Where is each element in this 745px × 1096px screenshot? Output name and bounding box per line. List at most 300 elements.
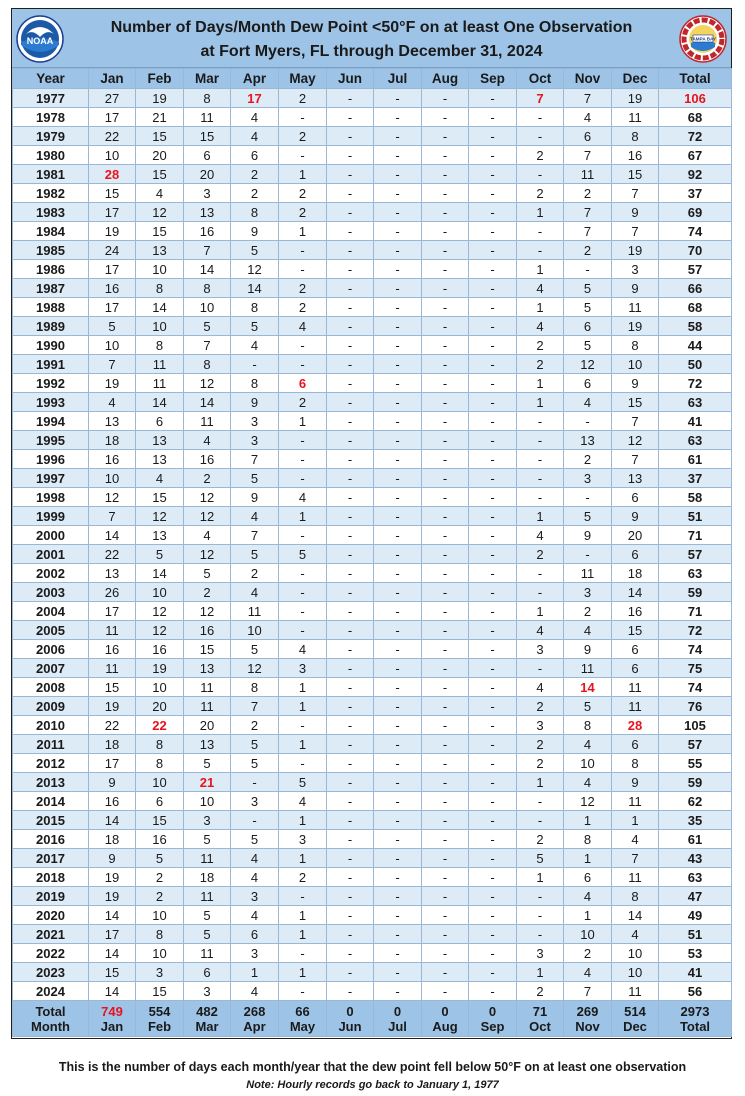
month-count-cell: 7 <box>612 222 659 241</box>
month-count-cell: - <box>279 526 327 545</box>
month-count-cell: 11 <box>612 298 659 317</box>
month-count-cell: - <box>327 697 374 716</box>
table-row <box>13 526 732 545</box>
month-count-cell: - <box>279 260 327 279</box>
month-count-cell: - <box>374 982 422 1001</box>
month-count-cell: - <box>279 982 327 1001</box>
month-count-cell: - <box>374 640 422 659</box>
month-count-cell: 3 <box>517 944 564 963</box>
table-row <box>13 716 732 735</box>
month-count-cell: 16 <box>136 830 184 849</box>
month-count-cell: 5 <box>279 773 327 792</box>
month-count-cell: 3 <box>136 963 184 982</box>
month-count-cell: 14 <box>184 260 231 279</box>
year-total-cell: 49 <box>659 906 732 925</box>
month-count-cell: 7 <box>231 526 279 545</box>
month-count-cell: 11 <box>89 621 136 640</box>
month-count-cell: 19 <box>612 241 659 260</box>
column-header-year: Year <box>13 69 89 89</box>
month-count-cell: - <box>374 792 422 811</box>
year-cell: 2020 <box>13 906 89 925</box>
month-count-cell: - <box>469 526 517 545</box>
table-row <box>13 260 732 279</box>
month-count-cell: - <box>374 526 422 545</box>
year-cell: 1981 <box>13 165 89 184</box>
month-count-cell: - <box>469 659 517 678</box>
year-total-cell: 57 <box>659 735 732 754</box>
month-total-cell <box>659 1001 732 1037</box>
month-count-cell: - <box>374 165 422 184</box>
table-row <box>13 564 732 583</box>
month-count-cell: 6 <box>612 545 659 564</box>
month-count-cell: 4 <box>279 792 327 811</box>
month-count-cell: - <box>327 146 374 165</box>
month-count-cell: 4 <box>89 393 136 412</box>
table-row <box>13 849 732 868</box>
month-count-cell: 4 <box>517 279 564 298</box>
month-count-cell: 20 <box>184 165 231 184</box>
month-count-cell: 12 <box>136 507 184 526</box>
month-count-cell: 7 <box>564 146 612 165</box>
month-count-cell: 19 <box>136 89 184 108</box>
month-count-cell: 5 <box>184 564 231 583</box>
month-count-cell: - <box>422 336 469 355</box>
month-count-cell: - <box>517 564 564 583</box>
month-count-cell: 14 <box>612 906 659 925</box>
month-count-cell: - <box>327 355 374 374</box>
year-total-cell: 55 <box>659 754 732 773</box>
month-count-cell: 13 <box>136 526 184 545</box>
month-count-cell: - <box>469 355 517 374</box>
month-total-label: Dec <box>623 1018 647 1034</box>
month-count-cell: 16 <box>89 640 136 659</box>
year-total-cell: 75 <box>659 659 732 678</box>
month-count-cell: - <box>279 450 327 469</box>
month-total-cell <box>279 1001 327 1037</box>
year-total-cell: 57 <box>659 545 732 564</box>
totals-row <box>13 1001 732 1037</box>
month-count-cell: 3 <box>184 811 231 830</box>
month-count-cell: 21 <box>184 773 231 792</box>
month-count-cell: 14 <box>564 678 612 697</box>
month-count-cell: - <box>327 526 374 545</box>
month-count-cell: 8 <box>136 925 184 944</box>
month-count-cell: 8 <box>612 887 659 906</box>
title-banner <box>12 9 731 68</box>
month-count-cell: 12 <box>184 545 231 564</box>
month-count-cell: - <box>469 982 517 1001</box>
month-count-cell: 4 <box>564 773 612 792</box>
month-total-cell <box>422 1001 469 1037</box>
month-count-cell: 11 <box>612 678 659 697</box>
month-count-cell: 9 <box>612 507 659 526</box>
month-count-cell: 7 <box>184 336 231 355</box>
month-count-cell: - <box>469 279 517 298</box>
month-count-cell: - <box>231 355 279 374</box>
month-count-cell: - <box>327 811 374 830</box>
month-total-cell <box>89 1001 136 1037</box>
year-cell: 2004 <box>13 602 89 621</box>
month-count-cell: - <box>374 830 422 849</box>
year-cell: 1995 <box>13 431 89 450</box>
month-count-cell: 3 <box>231 944 279 963</box>
month-count-cell: 10 <box>231 621 279 640</box>
month-count-cell: 8 <box>612 127 659 146</box>
month-count-cell: - <box>422 108 469 127</box>
month-count-cell: 7 <box>564 203 612 222</box>
month-count-cell: 5 <box>564 336 612 355</box>
month-count-cell: 12 <box>136 203 184 222</box>
month-count-cell: 1 <box>517 507 564 526</box>
month-count-cell: - <box>374 697 422 716</box>
month-count-cell: 1 <box>517 868 564 887</box>
totals-label-line: Total <box>35 1003 66 1019</box>
month-count-cell: 16 <box>184 450 231 469</box>
month-count-cell: - <box>374 203 422 222</box>
year-cell: 2024 <box>13 982 89 1001</box>
table-row <box>13 754 732 773</box>
month-total-cell <box>469 1001 517 1037</box>
month-count-cell: 1 <box>279 165 327 184</box>
month-count-cell: - <box>374 963 422 982</box>
year-cell: 2012 <box>13 754 89 773</box>
year-cell: 1982 <box>13 184 89 203</box>
month-count-cell: - <box>422 355 469 374</box>
month-count-cell: 7 <box>612 849 659 868</box>
column-header-oct: Oct <box>517 69 564 89</box>
month-count-cell: 8 <box>564 830 612 849</box>
month-count-cell: - <box>422 982 469 1001</box>
month-count-cell: 10 <box>612 963 659 982</box>
month-count-cell: - <box>422 963 469 982</box>
month-count-cell: - <box>327 507 374 526</box>
month-count-cell: 16 <box>612 602 659 621</box>
month-count-cell: - <box>422 735 469 754</box>
year-cell: 1999 <box>13 507 89 526</box>
year-cell: 1992 <box>13 374 89 393</box>
month-count-cell: 2 <box>279 393 327 412</box>
month-count-cell: 12 <box>564 355 612 374</box>
month-count-cell: - <box>469 146 517 165</box>
month-count-cell: - <box>422 849 469 868</box>
month-count-cell: - <box>422 412 469 431</box>
year-cell: 1993 <box>13 393 89 412</box>
month-count-cell: - <box>469 222 517 241</box>
month-count-cell: 17 <box>89 203 136 222</box>
month-count-cell: 14 <box>89 906 136 925</box>
month-count-cell: 4 <box>564 887 612 906</box>
month-count-cell: - <box>374 602 422 621</box>
month-count-cell: 15 <box>136 165 184 184</box>
month-count-cell: 15 <box>184 640 231 659</box>
month-count-cell: 2 <box>517 146 564 165</box>
month-count-cell: 5 <box>564 279 612 298</box>
month-count-cell: 1 <box>517 203 564 222</box>
month-count-cell: 8 <box>231 678 279 697</box>
month-count-cell: - <box>469 260 517 279</box>
month-count-cell: 8 <box>136 336 184 355</box>
table-row <box>13 944 732 963</box>
month-total-label: Apr <box>243 1018 266 1034</box>
year-total-cell: 69 <box>659 203 732 222</box>
year-cell: 1984 <box>13 222 89 241</box>
month-count-cell: - <box>469 602 517 621</box>
month-count-cell: 15 <box>136 127 184 146</box>
month-count-cell: 13 <box>184 203 231 222</box>
year-cell: 1979 <box>13 127 89 146</box>
month-count-cell: - <box>422 222 469 241</box>
month-count-cell: - <box>422 716 469 735</box>
month-count-cell: - <box>327 127 374 146</box>
year-total-cell: 63 <box>659 868 732 887</box>
month-count-cell: 11 <box>564 564 612 583</box>
month-count-cell: 1 <box>517 393 564 412</box>
month-count-cell: 4 <box>231 906 279 925</box>
month-count-cell: - <box>374 146 422 165</box>
year-cell: 1990 <box>13 336 89 355</box>
month-count-cell: 4 <box>231 108 279 127</box>
month-count-cell: - <box>469 906 517 925</box>
month-count-cell: - <box>517 583 564 602</box>
month-total-cell <box>231 1001 279 1037</box>
month-count-cell: - <box>374 906 422 925</box>
month-count-cell: 6 <box>184 963 231 982</box>
month-count-cell: 12 <box>564 792 612 811</box>
month-count-cell: 16 <box>184 222 231 241</box>
year-total-cell: 37 <box>659 469 732 488</box>
month-count-cell: - <box>469 868 517 887</box>
month-count-cell: - <box>327 222 374 241</box>
totals-label-line: Month <box>31 1018 70 1034</box>
month-count-cell: - <box>469 849 517 868</box>
month-count-cell: 1 <box>279 697 327 716</box>
year-total-cell: 71 <box>659 526 732 545</box>
month-count-cell: 8 <box>184 279 231 298</box>
month-count-cell: 9 <box>612 773 659 792</box>
month-count-cell: 7 <box>564 982 612 1001</box>
table-row <box>13 640 732 659</box>
month-count-cell: - <box>327 583 374 602</box>
month-count-cell: - <box>517 450 564 469</box>
table-row <box>13 450 732 469</box>
month-count-cell: 4 <box>231 868 279 887</box>
month-count-cell: - <box>374 811 422 830</box>
month-count-cell: 4 <box>231 127 279 146</box>
month-count-cell: 5 <box>564 697 612 716</box>
month-total-label: Aug <box>432 1018 458 1034</box>
month-total-cell <box>517 1001 564 1037</box>
month-count-cell: 8 <box>136 754 184 773</box>
month-count-cell: 6 <box>612 640 659 659</box>
month-count-cell: - <box>422 811 469 830</box>
month-count-cell: 14 <box>231 279 279 298</box>
month-count-cell: 3 <box>231 792 279 811</box>
month-count-cell: 3 <box>612 260 659 279</box>
month-count-cell: 11 <box>612 868 659 887</box>
month-count-cell: 14 <box>89 982 136 1001</box>
footnote: This is the number of days each month/year that the dew point fell below 50°F on at least one observation <box>58 1060 687 1074</box>
nws-tampa-bay-logo-icon <box>679 15 727 63</box>
month-count-cell: 14 <box>184 393 231 412</box>
month-count-cell: - <box>517 488 564 507</box>
month-count-cell: - <box>469 203 517 222</box>
month-count-cell: 22 <box>89 716 136 735</box>
year-cell: 1983 <box>13 203 89 222</box>
month-count-cell: 15 <box>136 488 184 507</box>
month-count-cell: - <box>279 355 327 374</box>
month-count-cell: 13 <box>89 564 136 583</box>
year-total-cell: 92 <box>659 165 732 184</box>
year-cell: 1997 <box>13 469 89 488</box>
month-count-cell: 1 <box>231 963 279 982</box>
year-total-cell: 74 <box>659 640 732 659</box>
table-row <box>13 184 732 203</box>
month-count-cell: 10 <box>564 925 612 944</box>
month-count-cell: 10 <box>564 754 612 773</box>
month-count-cell: 4 <box>564 621 612 640</box>
month-count-cell: 13 <box>184 659 231 678</box>
month-count-cell: - <box>374 564 422 583</box>
month-count-cell: 10 <box>612 355 659 374</box>
month-count-cell: 5 <box>184 906 231 925</box>
year-total-cell: 61 <box>659 450 732 469</box>
month-count-cell: 6 <box>136 792 184 811</box>
year-cell: 2002 <box>13 564 89 583</box>
month-count-cell: - <box>327 298 374 317</box>
month-count-cell: - <box>469 830 517 849</box>
month-count-cell: 15 <box>136 811 184 830</box>
month-count-cell: - <box>374 545 422 564</box>
month-count-cell: - <box>374 355 422 374</box>
year-cell: 2008 <box>13 678 89 697</box>
month-count-cell: - <box>327 184 374 203</box>
month-count-cell: 11 <box>184 849 231 868</box>
month-count-cell: - <box>422 545 469 564</box>
month-count-cell: 2 <box>517 754 564 773</box>
year-cell: 1978 <box>13 108 89 127</box>
month-count-cell: 20 <box>184 716 231 735</box>
month-count-cell: 6 <box>612 488 659 507</box>
month-count-cell: 11 <box>612 697 659 716</box>
year-total-cell: 72 <box>659 127 732 146</box>
month-total-value: 0 <box>488 1003 497 1019</box>
year-total-cell: 58 <box>659 317 732 336</box>
month-count-cell: 1 <box>279 507 327 526</box>
month-count-cell: 9 <box>231 222 279 241</box>
month-total-label: May <box>289 1018 316 1034</box>
chart-title-line-1: Number of Days/Month Dew Point <50°F on at least One Observation <box>110 19 633 36</box>
month-count-cell: - <box>517 887 564 906</box>
month-count-cell: 6 <box>564 374 612 393</box>
month-count-cell: 11 <box>564 165 612 184</box>
month-count-cell: 4 <box>136 469 184 488</box>
month-count-cell: 22 <box>89 545 136 564</box>
year-cell: 1985 <box>13 241 89 260</box>
month-count-cell: - <box>564 412 612 431</box>
month-count-cell: 19 <box>89 868 136 887</box>
month-count-cell: 8 <box>564 716 612 735</box>
month-count-cell: - <box>374 260 422 279</box>
month-count-cell: 4 <box>231 583 279 602</box>
month-total-value: 2973 <box>680 1003 710 1019</box>
month-count-cell: 14 <box>89 526 136 545</box>
month-count-cell: - <box>422 298 469 317</box>
month-count-cell: 13 <box>136 241 184 260</box>
month-count-cell: - <box>374 488 422 507</box>
month-count-cell: - <box>279 887 327 906</box>
month-count-cell: 9 <box>612 374 659 393</box>
year-cell: 2015 <box>13 811 89 830</box>
month-count-cell: 10 <box>89 336 136 355</box>
year-cell: 2022 <box>13 944 89 963</box>
month-count-cell: 5 <box>231 735 279 754</box>
month-count-cell: 22 <box>89 127 136 146</box>
month-count-cell: - <box>279 716 327 735</box>
year-cell: 2001 <box>13 545 89 564</box>
table-row <box>13 203 732 222</box>
year-total-cell: 106 <box>659 89 732 108</box>
month-count-cell: 12 <box>184 602 231 621</box>
month-count-cell: - <box>327 868 374 887</box>
month-count-cell: - <box>469 811 517 830</box>
year-cell: 2019 <box>13 887 89 906</box>
month-count-cell: 15 <box>89 963 136 982</box>
year-cell: 2021 <box>13 925 89 944</box>
year-total-cell: 68 <box>659 108 732 127</box>
table-row <box>13 659 732 678</box>
month-count-cell: 13 <box>184 735 231 754</box>
month-count-cell: - <box>327 602 374 621</box>
month-count-cell: - <box>279 108 327 127</box>
month-count-cell: - <box>517 906 564 925</box>
table-row <box>13 355 732 374</box>
month-count-cell: 2 <box>279 89 327 108</box>
month-count-cell: 18 <box>89 735 136 754</box>
month-count-cell: 2 <box>517 697 564 716</box>
month-count-cell: - <box>469 678 517 697</box>
month-count-cell: - <box>231 773 279 792</box>
month-count-cell: 5 <box>564 298 612 317</box>
month-count-cell: 2 <box>231 184 279 203</box>
month-count-cell: - <box>374 507 422 526</box>
month-count-cell: 4 <box>231 336 279 355</box>
month-count-cell: - <box>422 887 469 906</box>
month-count-cell: - <box>422 184 469 203</box>
month-count-cell: 3 <box>279 830 327 849</box>
month-count-cell: 2 <box>231 564 279 583</box>
month-count-cell: - <box>469 184 517 203</box>
month-count-cell: 2 <box>517 830 564 849</box>
month-count-cell: 4 <box>184 431 231 450</box>
month-count-cell: - <box>327 944 374 963</box>
month-count-cell: 10 <box>89 146 136 165</box>
month-total-value: 482 <box>196 1003 218 1019</box>
year-cell: 2013 <box>13 773 89 792</box>
month-count-cell: - <box>422 450 469 469</box>
month-count-cell: - <box>469 89 517 108</box>
month-count-cell: - <box>279 621 327 640</box>
month-count-cell: - <box>469 621 517 640</box>
month-count-cell: - <box>469 792 517 811</box>
month-count-cell: - <box>422 678 469 697</box>
month-count-cell: - <box>374 583 422 602</box>
year-total-cell: 63 <box>659 393 732 412</box>
month-count-cell: 15 <box>136 222 184 241</box>
month-count-cell: - <box>469 108 517 127</box>
month-count-cell: 5 <box>184 830 231 849</box>
month-count-cell: 8 <box>136 279 184 298</box>
month-count-cell: - <box>327 279 374 298</box>
